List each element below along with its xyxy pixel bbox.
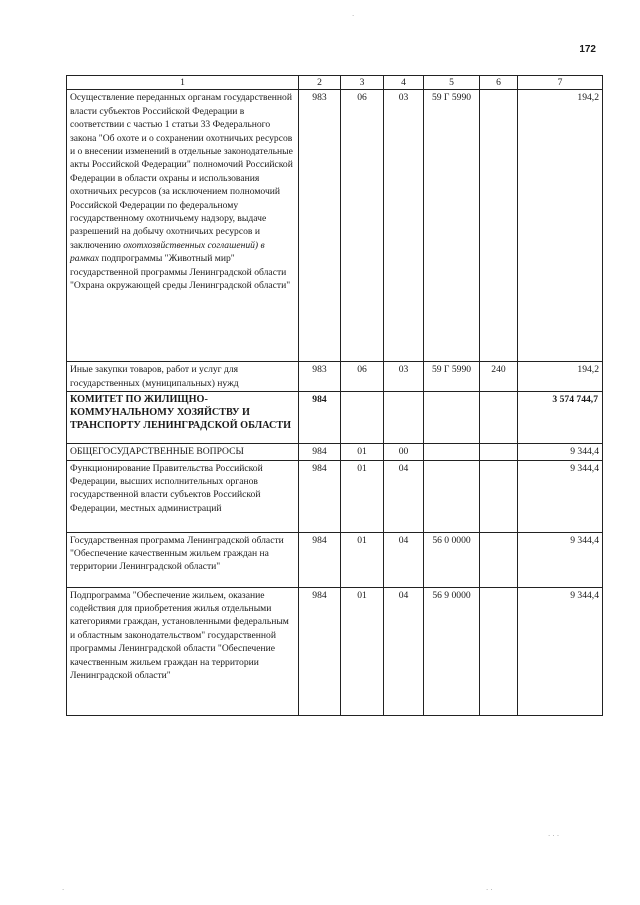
col-header-2: 2 — [299, 76, 341, 90]
row-description: КОМИТЕТ ПО ЖИЛИЩНО-КОММУНАЛЬНОМУ ХОЗЯЙСТВУ И ТРАНСПОРТУ ЛЕНИНГРАДСКОЙ ОБЛАСТИ — [67, 392, 299, 444]
cell-csr — [424, 444, 480, 460]
cell-grbs: 984 — [299, 392, 341, 444]
cell-grbs: 983 — [299, 90, 341, 362]
cell-vr — [480, 532, 518, 587]
cell-sum: 194,2 — [518, 362, 603, 392]
cell-rz — [341, 392, 384, 444]
cell-vr — [480, 392, 518, 444]
cell-vr — [480, 587, 518, 715]
cell-csr: 56 9 0000 — [424, 587, 480, 715]
table-row — [67, 460, 603, 532]
scan-speck: · · — [486, 886, 493, 894]
cell-sum: 3 574 744,7 — [518, 392, 603, 444]
col-header-3: 3 — [341, 76, 384, 90]
cell-vr — [480, 460, 518, 532]
cell-grbs: 984 — [299, 532, 341, 587]
cell-csr: 56 0 0000 — [424, 532, 480, 587]
cell-rz: 01 — [341, 444, 384, 460]
budget-table — [66, 75, 603, 716]
cell-csr: 59 Г 5990 — [424, 90, 480, 362]
cell-sum: 9 344,4 — [518, 460, 603, 532]
cell-sum: 9 344,4 — [518, 587, 603, 715]
col-header-7: 7 — [518, 76, 603, 90]
table-row — [67, 90, 603, 362]
cell-grbs: 983 — [299, 362, 341, 392]
scan-speck: · · · — [548, 832, 560, 840]
cell-pr: 04 — [384, 532, 424, 587]
cell-sum: 9 344,4 — [518, 444, 603, 460]
cell-csr: 59 Г 5990 — [424, 362, 480, 392]
scan-speck: · — [62, 886, 65, 894]
row-description: ОБЩЕГОСУДАРСТВЕННЫЕ ВОПРОСЫ — [67, 444, 299, 460]
row-description: Подпрограмма "Обеспечение жильем, оказание содействия для приобретения жилья отдельными категориями граждан, установленными федеральным и областным законодательством" государственной программы Ленинградской области "Обеспечение качественным жильем граждан на территории Ленинградской области" — [67, 587, 299, 715]
desc-tail: подпрограммы "Животный мир" государственной программы Ленинградской области "Охрана окружающей среды Ленинградской области" — [70, 253, 291, 292]
cell-csr — [424, 392, 480, 444]
row-description: Функционирование Правительства Российской Федерации, высших исполнительных органов государственной власти субъектов Российской Федерации, местных администраций — [67, 460, 299, 532]
cell-pr: 03 — [384, 362, 424, 392]
desc-main: Осуществление переданных органам государственной власти субъектов Российской Федерации в соответствии с частью 1 статьи 33 Федерального закона "Об охоте и о сохранении охотничьих ресурсов и о внесении изменений в отдельные законодательные акты Российской Федерации" полномочий Российской Федерации в области охраны и использования охотничьих ресурсов (за исключением полномочий Российской Федерации по федеральному государственному охотничьему надзору, выдаче разрешений на добычу охотничьих ресурсов и заключению — [70, 92, 293, 251]
cell-grbs: 984 — [299, 460, 341, 532]
cell-rz: 01 — [341, 587, 384, 715]
col-header-1: 1 — [67, 76, 299, 90]
row-description: Иные закупки товаров, работ и услуг для государственных (муниципальных) нужд — [67, 362, 299, 392]
scan-speck: · — [352, 12, 355, 20]
cell-vr — [480, 444, 518, 460]
cell-rz: 06 — [341, 362, 384, 392]
cell-rz: 01 — [341, 532, 384, 587]
cell-pr: 03 — [384, 90, 424, 362]
cell-sum: 9 344,4 — [518, 532, 603, 587]
table-row — [67, 444, 603, 460]
table-row — [67, 532, 603, 587]
cell-vr — [480, 90, 518, 362]
cell-rz: 01 — [341, 460, 384, 532]
cell-pr: 00 — [384, 444, 424, 460]
table-row — [67, 587, 603, 715]
row-description: Государственная программа Ленинградской области "Обеспечение качественным жильем граждан на территории Ленинградской области" — [67, 532, 299, 587]
row-description — [67, 90, 299, 362]
col-header-4: 4 — [384, 76, 424, 90]
cell-csr — [424, 460, 480, 532]
cell-grbs: 984 — [299, 444, 341, 460]
cell-pr — [384, 392, 424, 444]
table-row — [67, 362, 603, 392]
cell-grbs: 984 — [299, 587, 341, 715]
col-header-6: 6 — [480, 76, 518, 90]
table-header-row — [67, 76, 603, 90]
cell-rz: 06 — [341, 90, 384, 362]
cell-pr: 04 — [384, 587, 424, 715]
cell-sum: 194,2 — [518, 90, 603, 362]
page-number: 172 — [579, 44, 596, 55]
desc-italic: охотхозяйственных соглашений) в рамках — [70, 239, 265, 265]
cell-vr: 240 — [480, 362, 518, 392]
table-row — [67, 392, 603, 444]
cell-pr: 04 — [384, 460, 424, 532]
col-header-5: 5 — [424, 76, 480, 90]
